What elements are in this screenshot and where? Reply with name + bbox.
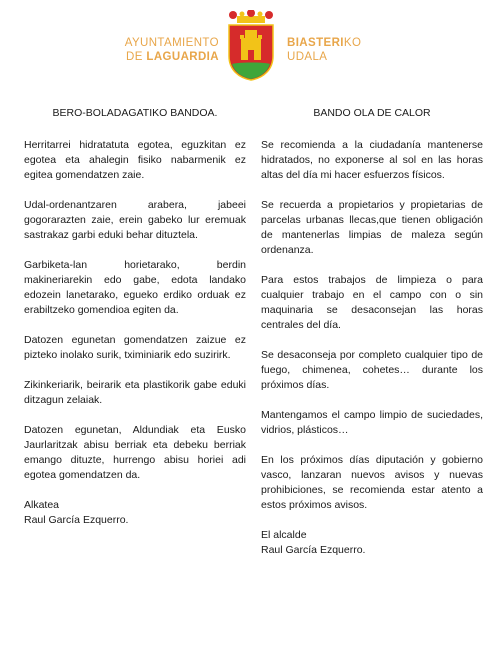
spanish-paragraph-6: En los próximos días diputación y gobierno vasco, lanzaran nuevos avisos y nuevas prohibiciones, se recomienda estar atento a estos próximos avisos. [261,454,483,511]
letterhead [0,0,501,90]
municipality-basque-line2: UDALA [287,51,328,63]
spanish-paragraph-1: Se recomienda a la ciudadanía mantenerse hidratados, no exponerse al sol en las horas altas del día mi hacer esfuerzos físicos. [261,139,483,181]
spanish-paragraph-4: Se desaconseja por completo cualquier tipo de fuego, chimenea, cohetes… durante los próximos días. [261,349,483,391]
basque-signature-name: Raul García Ezquerro. [24,514,129,526]
basque-paragraph-2: Udal-ordenantzaren arabera, jabeei gogorarazten zaie, erein gabeko lur eremuak sastrakaz garbi eduki behar dituztela. [24,199,246,241]
spanish-signature-title: El alcalde [261,529,307,541]
spanish-title: BANDO OLA DE CALOR [313,107,431,119]
basque-paragraph-3: Garbiketa-lan horietarako, berdin makineriarekin edo gabe, edota landako edozein lanetarako, egueko erdiko orduak ez erabiltzeko gomendioa egiten da. [24,259,246,316]
basque-title: BERO-BOLADAGATIKO BANDOA. [52,107,218,119]
municipality-name-spanish [125,36,219,64]
spanish-paragraph-2: Se recuerda a propietarios y propietarias de parcelas urbanas llecas,que tienen obligación de mantenerlas limpias de maleza según ordenanza. [261,199,483,256]
municipality-basque-line1: BIASTERIKO [287,37,362,49]
basque-paragraph-6: Datozen egunetan, Aldundiak eta Eusko Jaurlaritzak abisu berriak eta debeku berriak emango dituzte, hurrengo abisu horiei adi egotea gomendatzen da. [24,424,246,481]
municipality-name-basque [287,36,361,64]
spanish-signature-name: Raul García Ezquerro. [261,544,366,556]
basque-column [24,106,246,528]
basque-signature-title: Alkatea [24,499,60,511]
basque-paragraph-1: Herritarrei hidratatuta egotea, eguzkitan ez egotea eta ahalegin fisiko nabarmenik ez egitea gomendatzen zaie. [24,139,246,181]
spanish-paragraph-5: Mantengamos el campo limpio de suciedades, vidrios, plásticos… [261,409,483,436]
basque-paragraph-4: Datozen egunetan gomendatzen zaizue ez pizteko inolako surik, tximiniarik edo suzirirk. [24,334,246,361]
coat-of-arms-logo [223,10,279,82]
municipality-line1: AYUNTAMIENTO [124,37,219,49]
spanish-column [261,106,483,558]
spanish-paragraph-3: Para estos trabajos de limpieza o para cualquier trabajo en el campo con o sin maquinaria se desaconsejan las horas centrales del día. [261,274,483,331]
crown-icon [229,10,273,23]
municipality-line2: DE LAGUARDIA [126,51,219,63]
basque-paragraph-5: Zikinkeriarik, beirarik eta plastikorik gabe eduki ditzagun zelaiak. [24,379,246,406]
